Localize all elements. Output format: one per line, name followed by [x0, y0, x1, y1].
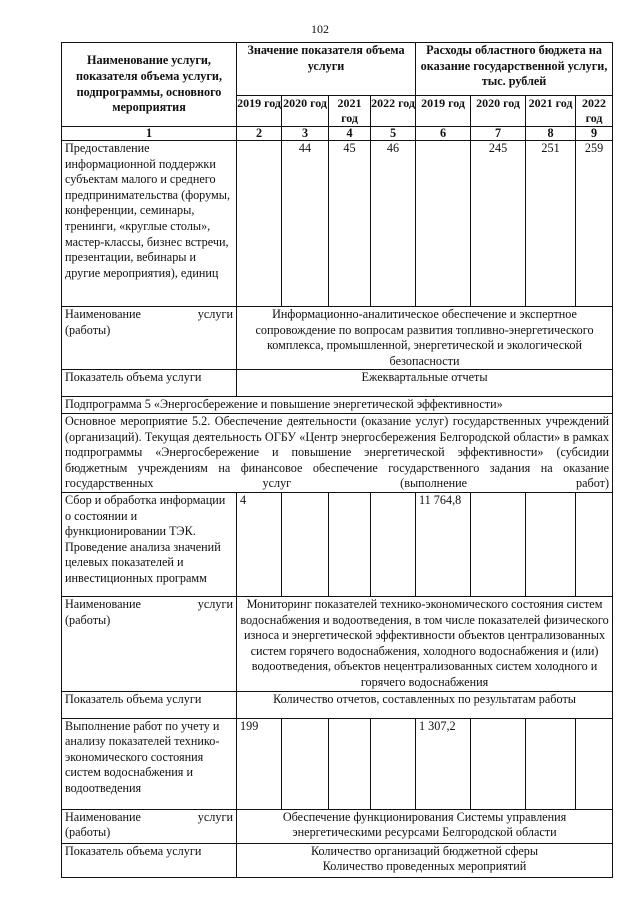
- year-cell: 2020 год: [471, 96, 526, 127]
- year-cell: 2020 год: [282, 96, 329, 127]
- service-label: Наименование услуги (работы): [62, 307, 237, 370]
- service3-row: [62, 718, 613, 809]
- volume-line: Количество проведенных мероприятий: [322, 859, 527, 874]
- value-cell: [526, 492, 576, 596]
- service1-service-name: Информационно-аналитическое обеспечение и экспертное сопровождение по вопросам развития топливно-энергетического комплекса, промышленной, энергетической и экологической безопасности: [237, 307, 613, 370]
- col-number: 8: [526, 127, 576, 141]
- header-row: [62, 43, 613, 96]
- col-number: 1: [62, 127, 237, 141]
- value-cell: 45: [329, 141, 371, 307]
- value-cell: [282, 718, 329, 809]
- value-cell: [576, 492, 613, 596]
- service3-service-row: [62, 809, 613, 843]
- service3-name: Выполнение работ по учету и анализу показателей технико-экономического состояния систем водоснабжения и водоотведения: [62, 718, 237, 809]
- value-cell: 46: [371, 141, 416, 307]
- value-cell: [416, 141, 471, 307]
- value-cell: [237, 141, 282, 307]
- col-number: 4: [329, 127, 371, 141]
- year-cell: 2022 год: [371, 96, 416, 127]
- service1-row: [62, 141, 613, 307]
- value-cell: 259: [576, 141, 613, 307]
- service1-volume-row: [62, 370, 613, 397]
- value-cell: 251: [526, 141, 576, 307]
- value-cell: [526, 718, 576, 809]
- service-label: Наименование услуги (работы): [62, 809, 237, 843]
- value-cell: [371, 492, 416, 596]
- year-cell: 2021 год: [329, 96, 371, 127]
- year-cell: 2019 год: [416, 96, 471, 127]
- value-cell: [471, 718, 526, 809]
- service2-volume: Количество отчетов, составленных по результатам работы: [237, 691, 613, 718]
- value-cell: 1 307,2: [416, 718, 471, 809]
- col-number: 6: [416, 127, 471, 141]
- services-table: [61, 42, 613, 878]
- header-name: Наименование услуги, показателя объема услуги, подпрограммы, основного мероприятия: [62, 43, 237, 127]
- service2-service-row: [62, 596, 613, 691]
- service2-row: [62, 492, 613, 596]
- year-cell: 2021 год: [526, 96, 576, 127]
- value-cell: [282, 492, 329, 596]
- service1-name: Предоставление информационной поддержки субъектам малого и среднего предпринимательства (форумы, конференции, семинары, тренинги, «круглые столы», мастер-классы, бизнес встречи, презентации, вебинары и другие мероприятия), единиц: [62, 141, 237, 307]
- header-expenses: Расходы областного бюджета на оказание государственной услуги, тыс. рублей: [416, 43, 613, 96]
- volume-label: Показатель объема услуги: [62, 843, 237, 877]
- value-cell: 44: [282, 141, 329, 307]
- year-cell: 2022 год: [576, 96, 613, 127]
- value-cell: 4: [237, 492, 282, 596]
- value-cell: [329, 492, 371, 596]
- col-number: 7: [471, 127, 526, 141]
- service1-service-row: [62, 307, 613, 370]
- subprogram-row: [62, 397, 613, 414]
- subprogram-title: Подпрограмма 5 «Энергосбережение и повышение энергетической эффективности»: [62, 397, 613, 414]
- main-event-row: [62, 413, 613, 492]
- col-number: 2: [237, 127, 282, 141]
- value-cell: [371, 718, 416, 809]
- value-cell: 11 764,8: [416, 492, 471, 596]
- volume-label: Показатель объема услуги: [62, 691, 237, 718]
- col-number: 5: [371, 127, 416, 141]
- value-cell: 245: [471, 141, 526, 307]
- value-cell: [471, 492, 526, 596]
- service3-service-name: Обеспечение функционирования Системы управления энергетическими ресурсами Белгородской области: [237, 809, 613, 843]
- service2-service-name: Мониторинг показателей технико-экономического состояния систем водоснабжения и водоотведения, в том числе показателей физического износа и энергетической эффективности объектов централизованных систем горячего водоснабжения, холодного водоснабжения и (или) водоотведения, объектов нецентрализованных систем холодного и горячего водоснабжения: [237, 596, 613, 691]
- header-indicator: Значение показателя объема услуги: [237, 43, 416, 96]
- value-cell: 199: [237, 718, 282, 809]
- col-number: 3: [282, 127, 329, 141]
- service2-volume-row: [62, 691, 613, 718]
- value-cell: [576, 718, 613, 809]
- service-label: Наименование услуги (работы): [62, 596, 237, 691]
- volume-label: Показатель объема услуги: [62, 370, 237, 397]
- volume-line: Количество организаций бюджетной сферы: [310, 843, 539, 858]
- service1-volume: Ежеквартальные отчеты: [237, 370, 613, 397]
- page-number: 102: [311, 22, 329, 36]
- service2-name: Сбор и обработка информации о состоянии и функционировании ТЭК. Проведение анализа значений целевых показателей и инвестиционных программ: [62, 492, 237, 596]
- column-numbers-row: [62, 127, 613, 141]
- service3-volume: [237, 843, 613, 877]
- service3-volume-row: [62, 843, 613, 877]
- value-cell: [329, 718, 371, 809]
- col-number: 9: [576, 127, 613, 141]
- year-cell: 2019 год: [237, 96, 282, 127]
- main-event-text: Основное мероприятие 5.2. Обеспечение деятельности (оказание услуг) государственных учреждений (организаций). Текущая деятельность ОГБУ «Центр энергосбережения Белгородской области» в рамках подпрограммы «Энергосбережение и повышение энергетической эффективности» (субсидии бюджетным учреждениям на финансовое обеспечение государственного задания на оказание государственных услуг (выполнение работ): [62, 413, 613, 492]
